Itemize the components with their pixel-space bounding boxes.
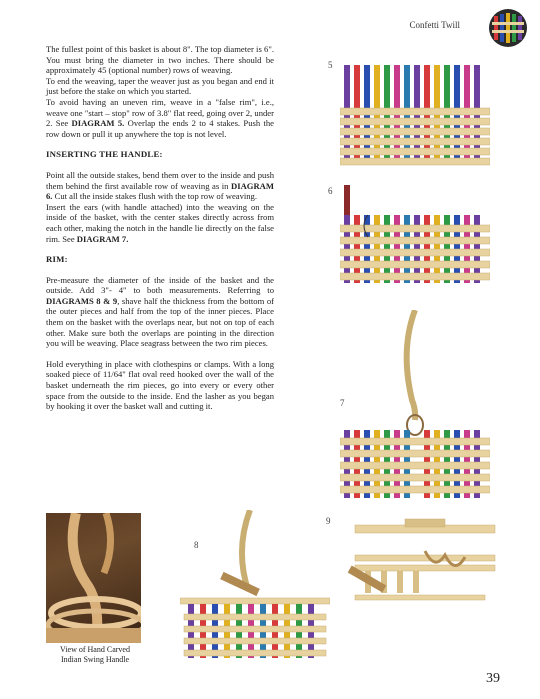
diagram-reference: DIAGRAM 7. (76, 233, 129, 244)
page-number: 39 (486, 671, 500, 686)
caption-line: Indian Swing Handle (61, 655, 129, 664)
diagram-8-illustration (180, 510, 330, 660)
diagram-9-illustration (345, 515, 505, 615)
diagram-5-illustration (340, 60, 490, 170)
paragraph: Hold everything in place with clothespins or clamps. With a long soaked piece of 11/64" flat oval reed hooked over the wall of the basket underneath the rim pieces, go into every or every other space from the outside to the inside. End the lasher as you began by hooking it over the basket wall and cutting it. (46, 358, 274, 412)
paragraph: To end the weaving, taper the weaver just as you began and end it just before the stake on which you started. (46, 75, 274, 97)
handle-photo (46, 513, 141, 643)
caption-line: View of Hand Carved (60, 645, 130, 654)
diagram-8-label: 8 (194, 540, 199, 550)
diagram-7-illustration (340, 310, 490, 500)
diagram-9-label: 9 (326, 516, 331, 526)
diagram-reference: DIAGRAM 5. (71, 118, 125, 129)
paragraph: Insert the ears (with handle attached) into the weaving on the inside of the basket, with the center stakes directly across from each other, making the notch in the handle lie directly on the false rim. See DIAGRAM 7. (46, 201, 274, 244)
diagram-6-label: 6 (328, 186, 333, 196)
paragraph: To avoid having an uneven rim, weave in a "false rim", i.e., weave one "start – stop" row of 3.8" flat reed, going over 2, under 2. See DIAGRAM 5. Overlap the ends 2 to 4 stakes. Push the row down or pull it up anywhere the top is not level. (46, 96, 274, 139)
handle-photo-drawing (46, 513, 141, 643)
diagram-7-label: 7 (340, 398, 345, 408)
photo-caption (40, 645, 150, 665)
diagram-6-illustration (340, 185, 490, 285)
header-title: Confetti Twill (409, 20, 460, 30)
diagram-reference: DIAGRAM 6. (46, 180, 274, 202)
section-heading-handle: INSERTING THE HANDLE: (46, 149, 163, 160)
basket-logo-icon (488, 8, 528, 48)
instructions-column (46, 44, 274, 412)
paragraph: The fullest point of this basket is about 8". The top diameter is 6". You must bring the diameter in two inches. There should be approximately 45 (optional number) rows of weaving. (46, 44, 274, 76)
paragraph: Point all the outside stakes, bend them over to the inside and push them behind the first available row of weaving as in DIAGRAM 6. Cut all the inside stakes flush with the top row of weaving. (46, 169, 274, 202)
section-heading-rim: RIM: (46, 254, 68, 265)
paragraph: Pre-measure the diameter of the inside of the basket and the outside. Add 3"- 4" to both measurements. Referring to DIAGRAMS 8 & 9, shave half the thickness from the bottom of the outer pieces and half from the top of the inner pieces. Place them on the basket with the overlaps near, but not on top of each other. Make sure both the overlaps are pointing in the direction you will be weaving. Place seagrass between the two rim pieces. (46, 274, 274, 349)
diagram-reference: DIAGRAMS 8 & 9 (46, 295, 118, 306)
diagram-5-label: 5 (328, 60, 333, 70)
